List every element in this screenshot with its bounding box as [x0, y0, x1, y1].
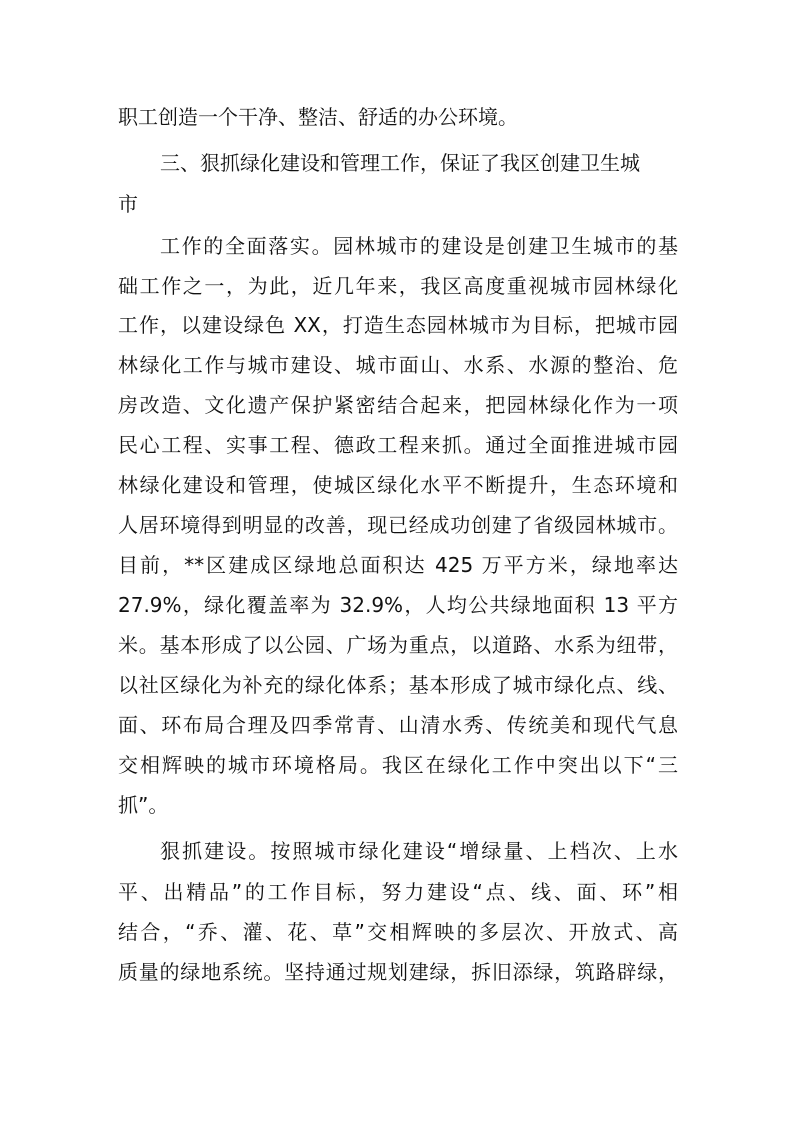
- text-line-12: 目前，**区建成区绿地总面积达 425 万平方米，绿地率达: [118, 553, 678, 577]
- text-line-20: 平、出精品”的工作目标，努力建设“点、线、面、环”相: [118, 880, 678, 904]
- text-line-4: 工作的全面落实。园林城市的建设是创建卫生城市的基: [160, 234, 678, 258]
- text-line-17: 交相辉映的城市环境格局。我区在绿化工作中突出以下“三: [118, 753, 678, 777]
- text-line-8: 房改造、文化遗产保护紧密结合起来，把园林绿化作为一项: [118, 393, 678, 417]
- text-line-19: 狠抓建设。按照城市绿化建设“增绿量、上档次、上水: [160, 839, 678, 863]
- text-line-9: 民心工程、实事工程、德政工程来抓。通过全面推进城市园: [118, 433, 678, 457]
- text-line-13: 27.9%，绿化覆盖率为 32.9%，人均公共绿地面积 13 平方: [118, 593, 678, 617]
- section-heading-line-1: 三、狠抓绿化建设和管理工作，保证了我区创建卫生城: [160, 151, 640, 175]
- text-line-15: 以社区绿化为补充的绿化体系；基本形成了城市绿化点、线、: [118, 673, 678, 697]
- text-line-21: 结合，“乔、灌、花、草”交相辉映的多层次、开放式、高: [118, 920, 678, 944]
- text-line-14: 米。基本形成了以公园、广场为重点，以道路、水系为纽带，: [118, 633, 678, 657]
- text-line-10: 林绿化建设和管理，使城区绿化水平不断提升，生态环境和: [118, 473, 678, 497]
- text-line-18: 抓”。: [118, 793, 169, 817]
- text-line-1: 职工创造一个干净、整洁、舒适的办公环境。: [118, 105, 518, 129]
- text-line-22: 质量的绿地系统。坚持通过规划建绿，拆旧添绿，筑路辟绿，: [118, 960, 678, 984]
- text-line-11: 人居环境得到明显的改善，现已经成功创建了省级园林城市。: [118, 513, 678, 537]
- text-line-7: 林绿化工作与城市建设、城市面山、水系、水源的整治、危: [118, 353, 678, 377]
- section-heading-line-2: 市: [118, 192, 138, 216]
- text-line-5: 础工作之一，为此，近几年来，我区高度重视城市园林绿化: [118, 274, 678, 298]
- text-line-6: 工作，以建设绿色 XX，打造生态园林城市为目标，把城市园: [118, 313, 678, 337]
- text-line-16: 面、环布局合理及四季常青、山清水秀、传统美和现代气息: [118, 713, 678, 737]
